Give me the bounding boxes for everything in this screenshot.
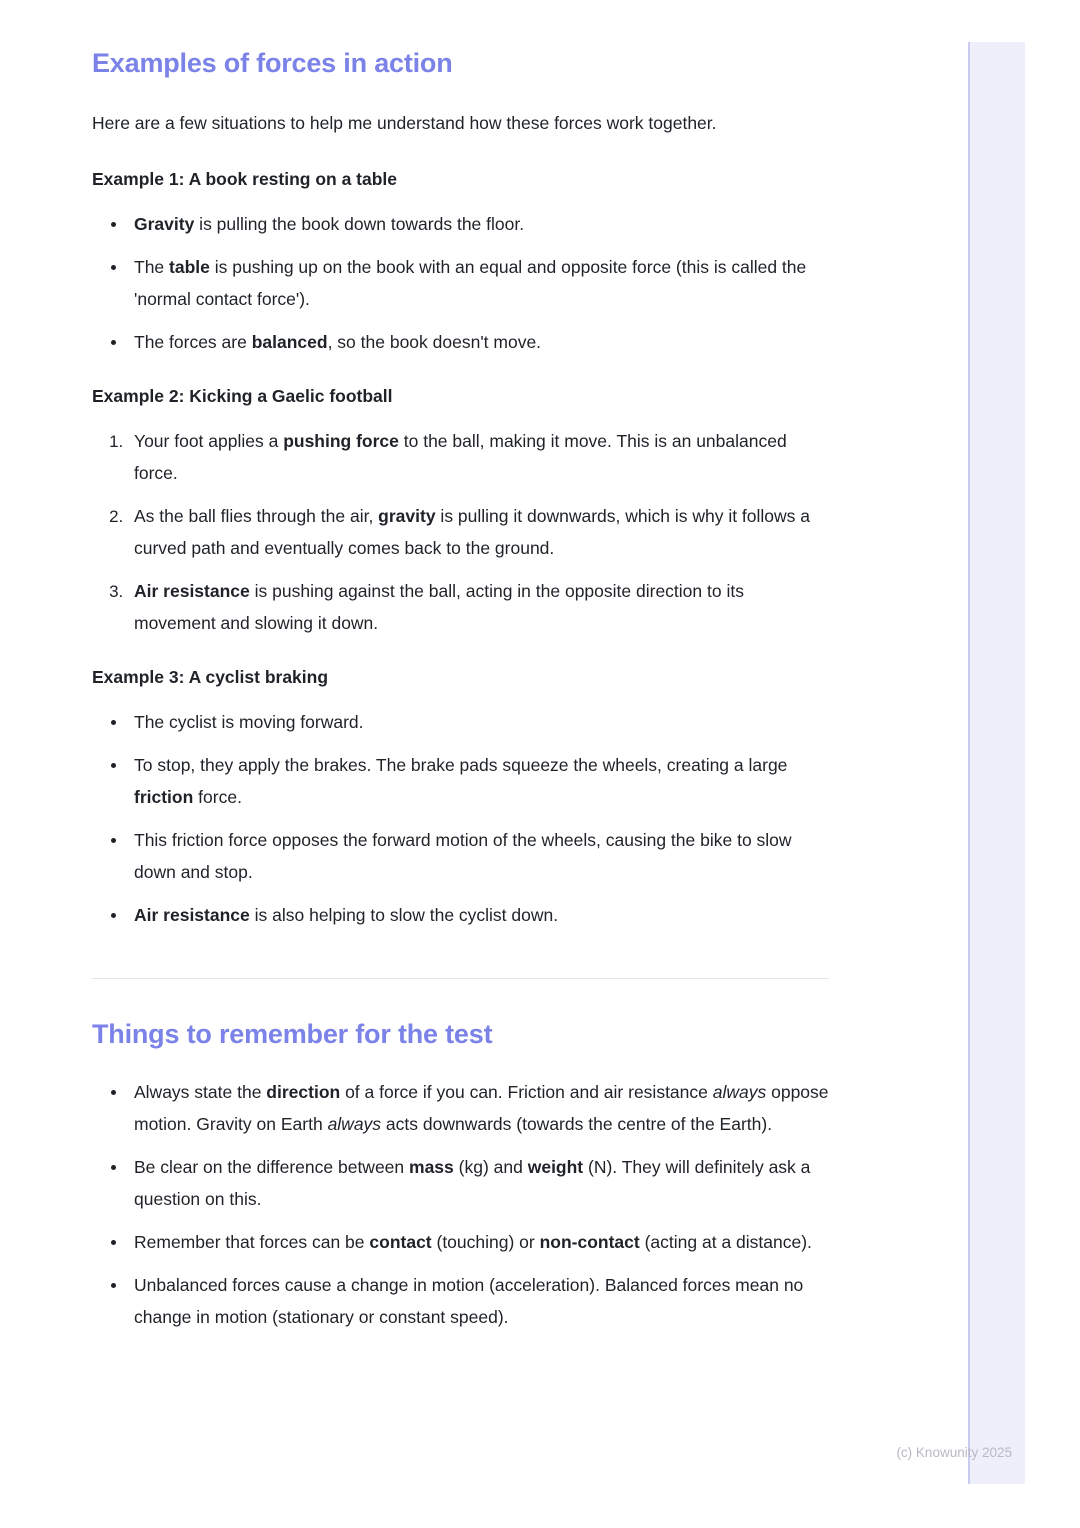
list-item: • Air resistance is also helping to slow the cyclist down. xyxy=(128,899,829,931)
document-content xyxy=(92,48,829,1361)
list-item: • This friction force opposes the forward motion of the wheels, causing the bike to slow down and stop. xyxy=(128,824,829,888)
example-1-heading: Example 1: A book resting on a table xyxy=(92,169,398,189)
example-2-list xyxy=(92,425,829,639)
things-to-remember-list xyxy=(92,1076,829,1333)
example-1-list xyxy=(92,208,829,358)
page-title: Examples of forces in action xyxy=(92,48,453,78)
right-margin-strip xyxy=(970,42,1025,1484)
example-3-heading: Example 3: A cyclist braking xyxy=(92,667,329,687)
intro-paragraph: Here are a few situations to help me understand how these forces work together. xyxy=(92,113,717,133)
watermark: (c) Knowunity 2025 xyxy=(896,1445,1012,1460)
list-item: • The cyclist is moving forward. xyxy=(128,706,829,738)
list-item: • The table is pushing up on the book with an equal and opposite force (this is called the 'normal contact force'). xyxy=(128,251,829,315)
example-3-list xyxy=(92,706,829,931)
list-item: • Remember that forces can be contact (touching) or non-contact (acting at a distance). xyxy=(128,1226,829,1258)
list-item: • Always state the direction of a force if you can. Friction and air resistance always oppose motion. Gravity on Earth always acts downwards (towards the centre of the Earth). xyxy=(128,1076,829,1140)
list-item: • Unbalanced forces cause a change in motion (acceleration). Balanced forces mean no change in motion (stationary or constant speed). xyxy=(128,1269,829,1333)
section-divider xyxy=(92,978,829,979)
list-item: 3. Air resistance is pushing against the ball, acting in the opposite direction to its movement and slowing it down. xyxy=(128,575,829,639)
list-item: 2. As the ball flies through the air, gravity is pulling it downwards, which is why it follows a curved path and eventually comes back to the ground. xyxy=(128,500,829,564)
list-item: • The forces are balanced, so the book doesn't move. xyxy=(128,326,829,358)
list-item: • To stop, they apply the brakes. The brake pads squeeze the wheels, creating a large friction force. xyxy=(128,749,829,813)
example-2-heading: Example 2: Kicking a Gaelic football xyxy=(92,386,393,406)
section-2-title: Things to remember for the test xyxy=(92,1019,493,1049)
list-item: • Be clear on the difference between mass (kg) and weight (N). They will definitely ask a question on this. xyxy=(128,1151,829,1215)
list-item: 1. Your foot applies a pushing force to the ball, making it move. This is an unbalanced force. xyxy=(128,425,829,489)
list-item: • Gravity is pulling the book down towards the floor. xyxy=(128,208,829,240)
